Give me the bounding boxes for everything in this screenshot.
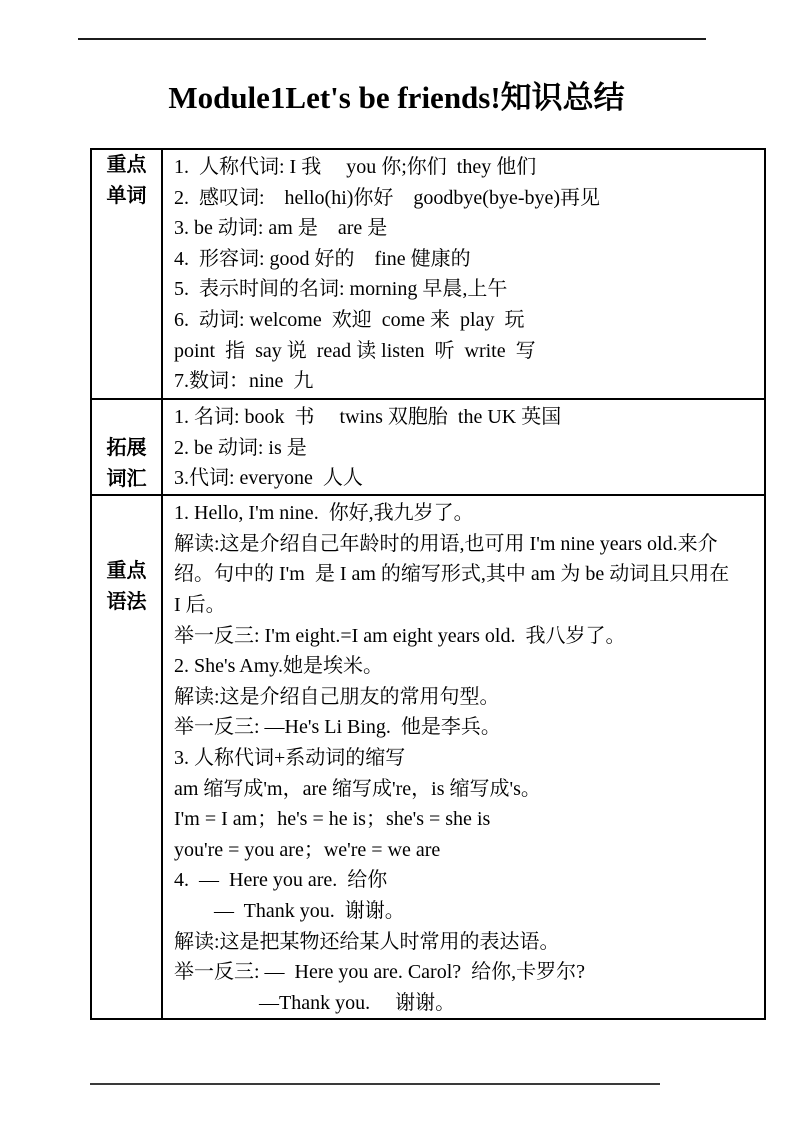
table-row-key-grammar (91, 495, 765, 1019)
text-line: 5. 表示时间的名词: morning 早晨,上午 (174, 278, 508, 301)
row-content-cell-key-words (162, 149, 765, 399)
text-line: am 缩写成'm，are 缩写成're，is 缩写成's。 (174, 777, 541, 800)
header-divider (78, 38, 706, 40)
row-header-text: 重点 (106, 560, 147, 583)
text-line: 举一反三: I'm eight.=I am eight years old. 我八岁了。 (174, 624, 626, 647)
text-line: 解读:这是介绍自己年龄时的用语,也可用 I'm nine years old.来介 (174, 532, 718, 555)
text-line: point 指 say 说 read 读 listen 听 write 写 (174, 339, 536, 362)
text-line: 3.代词: everyone 人人 (174, 467, 363, 490)
row-content-cell-extended-vocab (162, 399, 765, 495)
text-line: 1. Hello, I'm nine. 你好,我九岁了。 (174, 502, 474, 525)
text-line: 1. 人称代词: I 我 you 你;你们 they 他们 (174, 156, 537, 178)
table-row-key-words (91, 149, 765, 399)
text-line: I'm = I am；he's = he is；she's = she is (174, 808, 491, 831)
text-line: you're = you are；we're = we are (174, 838, 441, 861)
text-line: 3. be 动词: am 是 are 是 (174, 217, 388, 240)
text-line: —Thank you. 谢谢。 (174, 991, 456, 1014)
text-line: — Thank you. 谢谢。 (174, 899, 405, 922)
text-line: 解读:这是把某物还给某人时常用的表达语。 (174, 930, 560, 953)
row-header-cell-key-grammar (91, 495, 162, 1019)
text-line: 4. 形容词: good 好的 fine 健康的 (174, 247, 471, 270)
row-content-cell-key-grammar (162, 495, 765, 1019)
text-line: 1. 名词: book 书 twins 双胞胎 the UK 英国 (174, 406, 562, 428)
row-header-text: 语法 (106, 590, 147, 613)
text-line: 解读:这是介绍自己朋友的常用句型。 (174, 685, 500, 708)
row-header-cell-key-words (91, 149, 162, 399)
text-line: 4. — Here you are. 给你 (174, 869, 388, 892)
text-line: 2. 感叹词: hello(hi)你好 goodbye(bye-bye)再见 (174, 186, 601, 209)
text-line: 绍。句中的 I'm 是 I am 的缩写形式,其中 am 为 be 动词且只用在 (174, 563, 730, 586)
row-header-text: 单词 (106, 184, 147, 207)
text-line: 3. 人称代词+系动词的缩写 (174, 746, 406, 769)
text-line: I 后。 (174, 593, 226, 616)
row-header-text: 拓展 (106, 437, 147, 459)
text-line: 2. be 动词: is 是 (174, 436, 307, 459)
text-line: 举一反三: — Here you are. Carol? 给你,卡罗尔? (174, 961, 586, 984)
text-line: 2. She's Amy.她是埃米。 (174, 655, 383, 678)
summary-table (90, 148, 766, 1020)
text-line: 6. 动词: welcome 欢迎 come 来 play 玩 (174, 308, 525, 331)
text-line: 举一反三: —He's Li Bing. 他是李兵。 (174, 716, 501, 739)
text-line: 7.数词：nine 九 (174, 370, 314, 393)
row-header-text: 重点 (106, 154, 147, 176)
page-title: Module1Let's be friends!知识总结 (168, 80, 625, 115)
table-row-extended-vocab (91, 399, 765, 495)
footer-divider (90, 1083, 660, 1085)
row-header-cell-extended-vocab (91, 399, 162, 495)
row-header-text: 词汇 (106, 467, 147, 490)
